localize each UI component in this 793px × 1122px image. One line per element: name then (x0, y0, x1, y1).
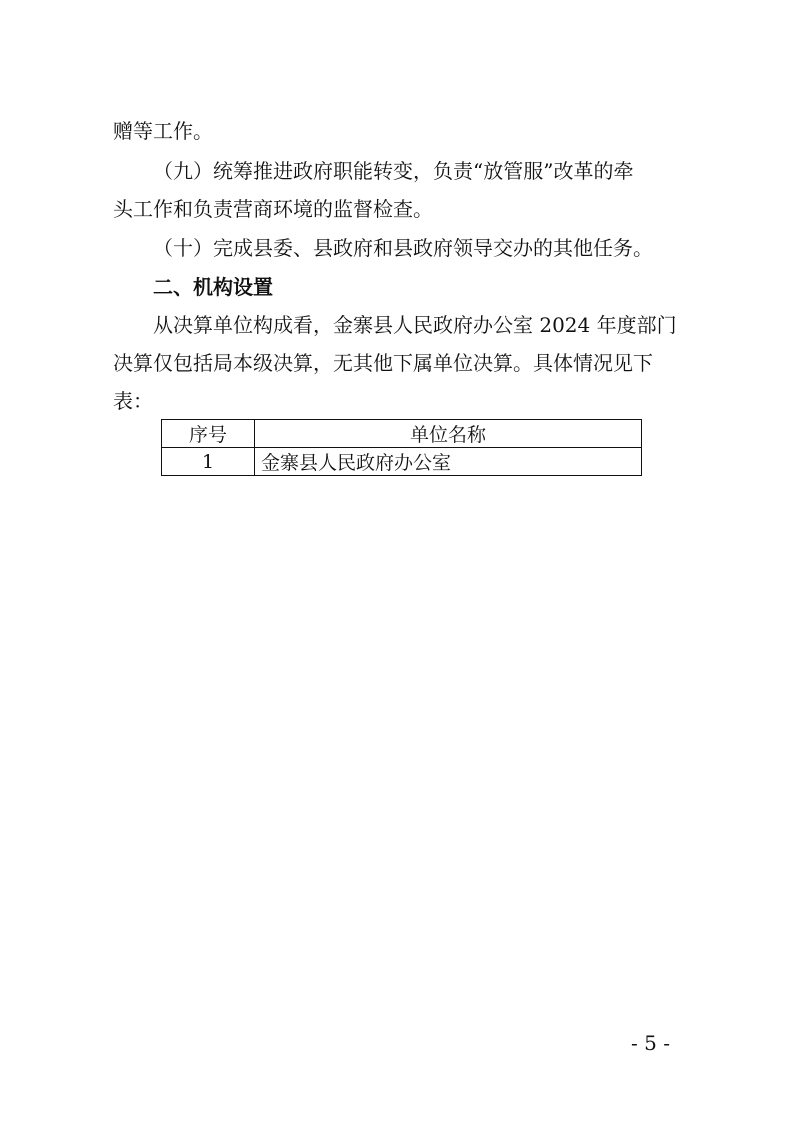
paragraph-item-9 (113, 152, 683, 228)
table-header-cell: 序号 (162, 420, 255, 448)
table-cell: 金寨县人民政府办公室 (255, 448, 642, 476)
text-line: 表： (113, 389, 153, 413)
paragraph-structure (113, 306, 683, 420)
text-line: 从决算单位构成看，金寨县人民政府办公室 2024 年度部门 (153, 313, 677, 337)
text-line: 赠等工作。 (113, 119, 213, 143)
paragraph-continuation (113, 112, 683, 150)
table-row (162, 448, 642, 476)
table-header-row (162, 420, 642, 448)
text-line: （十）完成县委、县政府和县政府领导交办的其他任务。 (153, 236, 653, 260)
heading-text: 二、机构设置 (153, 275, 273, 299)
text-line: 决算仅包括局本级决算，无其他下属单位决算。具体情况见下 (113, 351, 653, 375)
text-line: 头工作和负责营商环境的监督检查。 (113, 197, 433, 221)
page-number: - 5 - (631, 1031, 670, 1055)
table-cell: 1 (162, 448, 255, 476)
table-header-cell: 单位名称 (255, 420, 642, 448)
paragraph-item-10 (113, 229, 683, 267)
text-line: （九）统筹推进政府职能转变，负责“放管服”改革的牵 (153, 159, 634, 183)
unit-table (161, 419, 642, 476)
section-heading (113, 268, 683, 306)
